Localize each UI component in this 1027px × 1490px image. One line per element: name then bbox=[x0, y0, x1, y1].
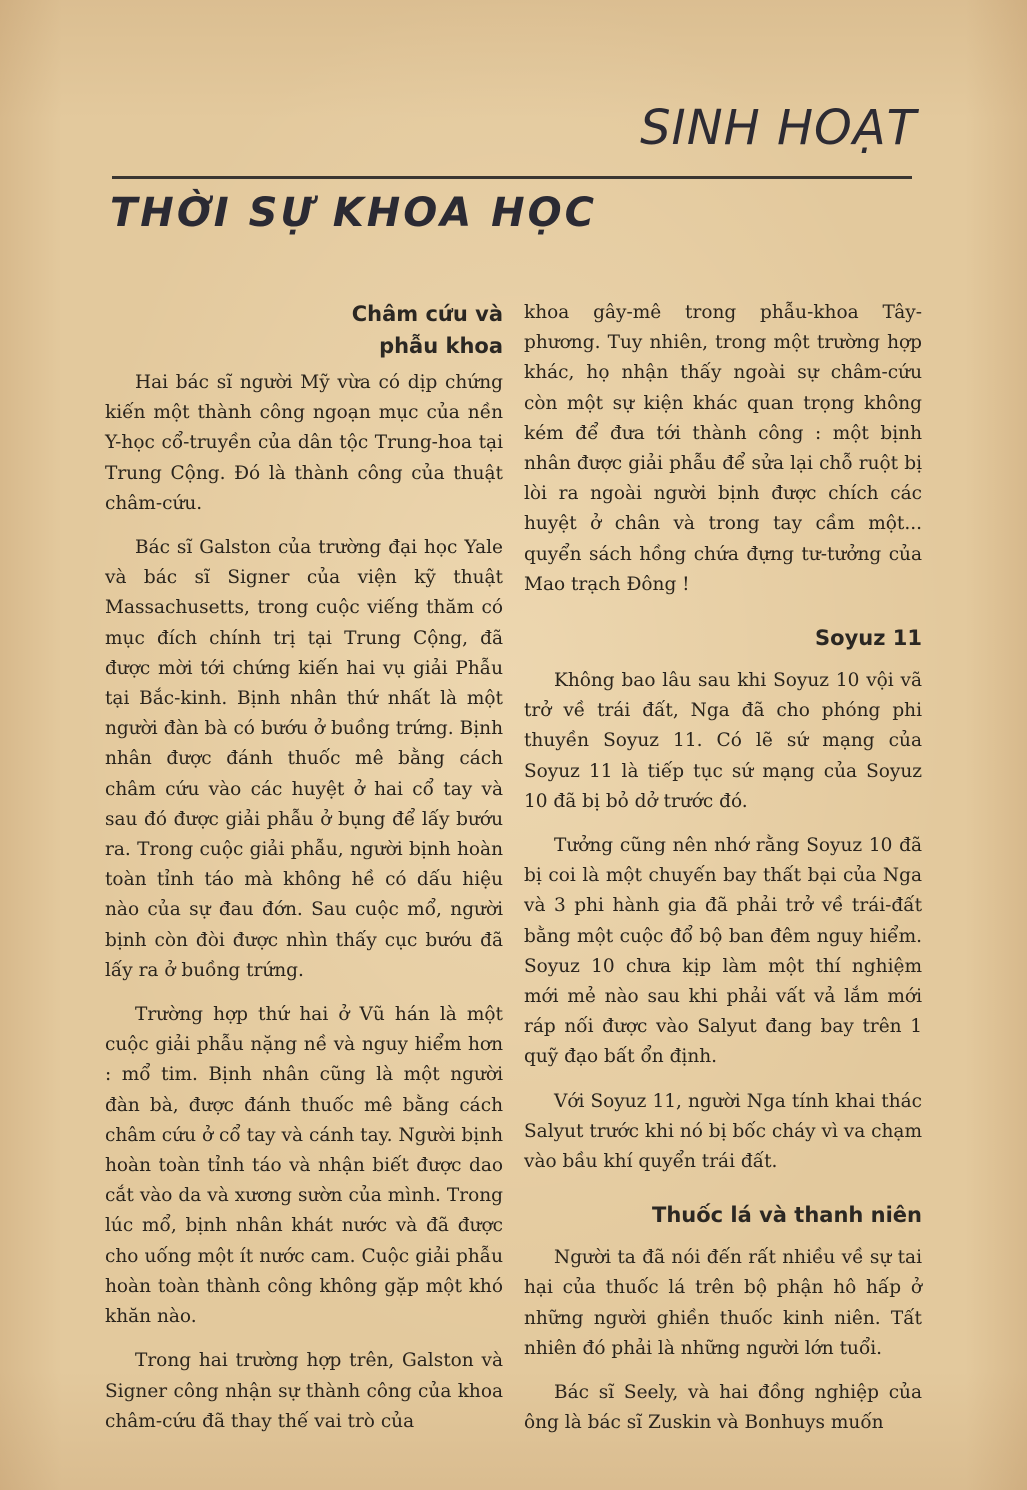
section-title: SINH HOẠT bbox=[640, 100, 917, 156]
article-paragraph: Người ta đã nói đến rất nhiều về sự tai hại của thuốc lá trên bộ phận hô hấp ở những người ghiền thuốc kinh niên. Tất nhiên đó phải là những người lớn tuổi. bbox=[524, 1247, 922, 1359]
left-column bbox=[105, 298, 503, 1451]
right-column bbox=[524, 298, 922, 1453]
article-title-acupuncture: Châm cứu và phẫu khoa bbox=[351, 302, 503, 358]
title-rule bbox=[112, 176, 912, 179]
article-paragraph: Tưởng cũng nên nhớ rằng Soyuz 10 đã bị coi là một chuyến bay thất bại của Nga và 3 phi hành gia đã phải trở về trái-đất bằng một cuộc đổ bộ ban đêm nguy hiểm. Soyuz 10 chưa kịp làm một thí nghiệm mới mẻ nào sau khi phải vất vả lắm mới ráp nối được vào Salyut đang bay trên 1 quỹ đạo bất ổn định. bbox=[524, 835, 922, 1068]
article-paragraph: Hai bác sĩ người Mỹ vừa có dịp chứng kiến một thành công ngoạn mục của nền Y-học cổ-truyền của dân tộc Trung-hoa tại Trung Cộng. Đó là thành công của thuật châm-cứu. bbox=[105, 372, 503, 514]
article-paragraph: Bác sĩ Seely, và hai đồng nghiệp của ông là bác sĩ Zuskin và Bonhuys muốn bbox=[524, 1382, 922, 1434]
header-title: THỜI SỰ KHOA HỌC bbox=[110, 190, 597, 236]
article-paragraph: Với Soyuz 11, người Nga tính khai thác Salyut trước khi nó bị bốc cháy vì va chạm vào bầu khí quyển trái đất. bbox=[524, 1090, 922, 1173]
article-paragraph: Trong hai trường hợp trên, Galston và Signer công nhận sự thành công của khoa châm-cứu đã thay thế vai trò của bbox=[105, 1350, 503, 1432]
article-paragraph: Trường hợp thứ hai ở Vũ hán là một cuộc giải phẫu nặng nề và nguy hiểm hơn : mổ tim. Bịnh nhân cũng là một người đàn bà, được đánh thuốc mê bằng cách châm cứu ở cổ tay và cánh tay. Người bịnh hoàn toàn tỉnh táo và nhận biết được dao cắt vào da và xương sườn của mình. Trong lúc mổ, bịnh nhân khát nước và đã được cho uống một ít nước cam. Cuộc giải phẫu hoàn toàn thành công không gặp một khó khăn nào. bbox=[105, 1004, 503, 1328]
article-paragraph-continued: khoa gây-mê trong phẫu-khoa Tây-phương. Tuy nhiên, trong một trường hợp khác, họ nhận thấy ngoài sự châm-cứu còn một sự kiện khác quan trọng không kém để đưa tới thành công : một bịnh nhân được giải phẫu để sửa lại chỗ ruột bị lòi ra ngoài người bịnh được chích các huyệt ở chân và trong tay cầm một... quyển sách hồng chứa đựng tư-tưởng của Mao trạch Đông ! bbox=[524, 302, 922, 595]
article-paragraph: Không bao lâu sau khi Soyuz 10 vội vã trở về trái đất, Nga đã cho phóng phi thuyền Soyuz 11. Có lẽ sứ mạng của Soyuz 11 là tiếp tục sứ mạng của Soyuz 10 đã bị bỏ dở trước đó. bbox=[524, 670, 922, 812]
article-title-soyuz: Soyuz 11 bbox=[815, 626, 922, 651]
article-paragraph: Bác sĩ Galston của trường đại học Yale và bác sĩ Signer của viện kỹ thuật Massachusetts, trong cuộc viếng thăm có mục đích chính trị tại Trung Cộng, đã được mời tới chứng kiến hai vụ giải Phẫu tại Bắc-kinh. Bịnh nhân thứ nhất là một người đàn bà có bướu ở buồng trứng. Bịnh nhân được đánh thuốc mê bằng cách châm cứu vào các huyệt ở hai cổ tay và sau đó được giải phẫu ở bụng để lấy bướu ra. Trong cuộc giải phẫu, người bịnh hoàn toàn tỉnh táo mà không hề có dấu hiệu nào của sự đau đớn. Sau cuộc mổ, người bịnh còn đòi được nhìn thấy cục bướu đã lấy ra ở buồng trứng. bbox=[105, 537, 503, 981]
article-title-tobacco: Thuốc lá và thanh niên bbox=[652, 1203, 922, 1228]
